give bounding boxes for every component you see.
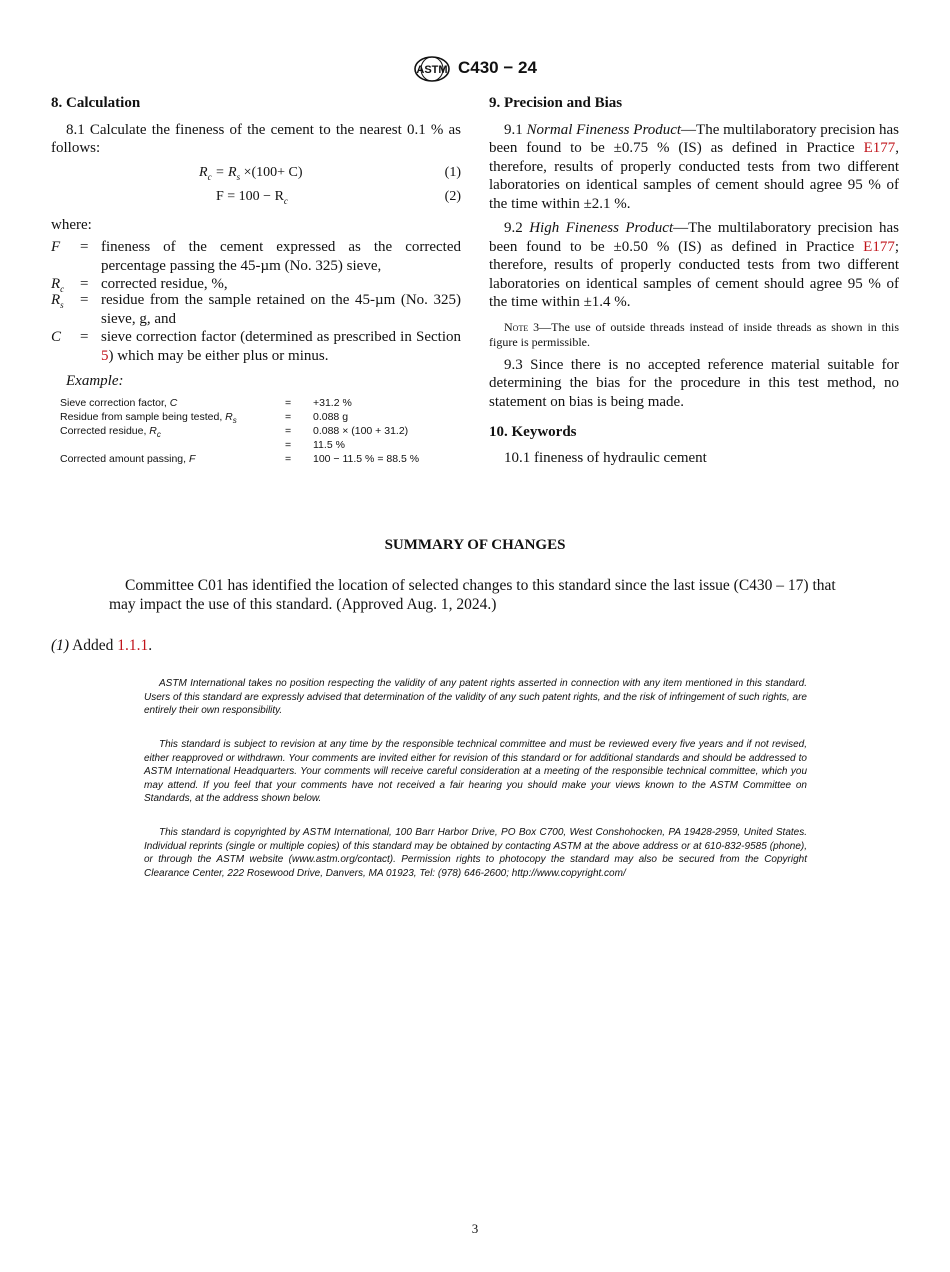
page-header — [0, 56, 950, 82]
equation-1: $R_c = R_s \times(100+ C)$ — [199, 165, 303, 182]
equation-2: $F = 100 - R_c$ — [216, 189, 288, 206]
section-heading: 8. Calculation — [51, 95, 141, 111]
section-precision — [489, 94, 899, 467]
revision-notice: This standard is subject to revision at any time by the responsible technical committee and must be reviewed every five years and if not revised, either reapproved or withdrawn. Your comments are invited either for revision of this standard or for additional standards and should be addressed to ASTM International Headquarters. Your comments will receive careful consideration at a meeting of the responsible technical committee, which you may attend. If you feel that your comments have not received a fair hearing you should make your views known to the ASTM Committee on Standards, at the address shown below. — [144, 739, 807, 804]
where-label: where: — [51, 217, 92, 233]
note-3: Note 3—The use of outside threads instead of inside threads as shown in this figure is permissible. — [489, 319, 899, 349]
section-calculation — [51, 94, 461, 158]
paragraph-10-1: 10.1 fineness of hydraulic cement — [504, 449, 707, 466]
summary-item: (1) Added 1.1.1. — [51, 637, 153, 654]
reference-link-e177[interactable]: E177 — [863, 238, 895, 255]
section-heading: 10. Keywords — [489, 424, 577, 440]
equations — [51, 165, 461, 209]
paragraph-8-1: 8.1 Calculate the fineness of the cement to the nearest 0.1 % as follows: — [51, 121, 461, 156]
example-label: Example: — [66, 373, 124, 389]
paragraph-9-1: 9.1 Normal Fineness Product—The multilaboratory precision has been found to be ±0.75 % (IS) as defined in Practice E177, therefore, results of properly conducted tests from two different laboratories on identical samples of cement should agree 95 % of the time within ±2.1 %. — [489, 121, 900, 212]
paragraph-9-3: 9.3 Since there is no accepted reference material suitable for determining the bias for the procedure in this test method, no statement on bias is being made. — [489, 356, 899, 410]
section-link[interactable]: 5 — [101, 347, 109, 364]
summary-heading: SUMMARY OF CHANGES — [384, 537, 566, 553]
equation-number: (1) — [444, 165, 461, 180]
patent-notice: ASTM International takes no position respecting the validity of any patent rights asserted in connection with any item mentioned in this standard. Users of this standard are expressly advised that determination of the validity of any such patent rights, and the risk of infringement of such rights, are entirely their own responsibility. — [144, 678, 807, 716]
astm-logo — [413, 56, 451, 82]
example-table: Sieve correction factor, C = +31.2 % Residue from sample being tested, $R_s$ = 0.088 g Corrected residue, $R_c$ = 0.088 × (100 + 31.2) = 11.5 % Corrected amount passing, F = 100 − 11.5 % = 88.5 % — [60, 397, 420, 465]
summary-intro: Committee C01 has identified the location of selected changes to this standard since the last issue (C430 – 17) that may impact the use of this standard. (Approved Aug. 1, 2024.) — [109, 577, 836, 613]
page-number: 3 — [471, 1221, 479, 1236]
reference-link-e177[interactable]: E177 — [863, 140, 896, 156]
document-id: C430 − 24 — [458, 58, 537, 77]
equation-number: (2) — [444, 189, 461, 204]
copyright-notice: This standard is copyrighted by ASTM International, 100 Barr Harbor Drive, PO Box C700, West Conshohocken, PA 19428-2959, United States. Individual reprints (single or multiple copies) of this standard may be obtained by contacting ASTM at the above address or at 610-832-9585 (phone), or through the ASTM website (www.astm.org/contact). Permission rights to photocopy the standard may also be secured from the Copyright Clearance Center, 222 Rosewood Drive, Danvers, MA 01923, Tel: (978) 646-2600; http://www.copyright.com/ — [144, 827, 807, 879]
section-heading: 9. Precision and Bias — [489, 95, 623, 111]
paragraph-9-2: 9.2 High Fineness Product—The multilaboratory precision has been found to be ±0.50 % (IS) as defined in Practice E177; therefore, results of properly conducted tests from two different laboratories on identical samples of cement should agree 95 % of the time within ±1.4 %. — [489, 220, 900, 310]
svg-text:ASTM: ASTM — [416, 64, 448, 76]
definitions-list: F = fineness of the cement expressed as the corrected percentage passing the 45-µm (No. 325) sieve, $R_c$ = corrected residue, %, $R_s$ = residue from the sample retained on the 45-µm (No. 325) sieve, g, and C = sieve correction factor (determined as prescribed in Section 5) which may be either plus or minus. — [51, 239, 461, 364]
section-link[interactable]: 1.1.1 — [117, 637, 149, 654]
